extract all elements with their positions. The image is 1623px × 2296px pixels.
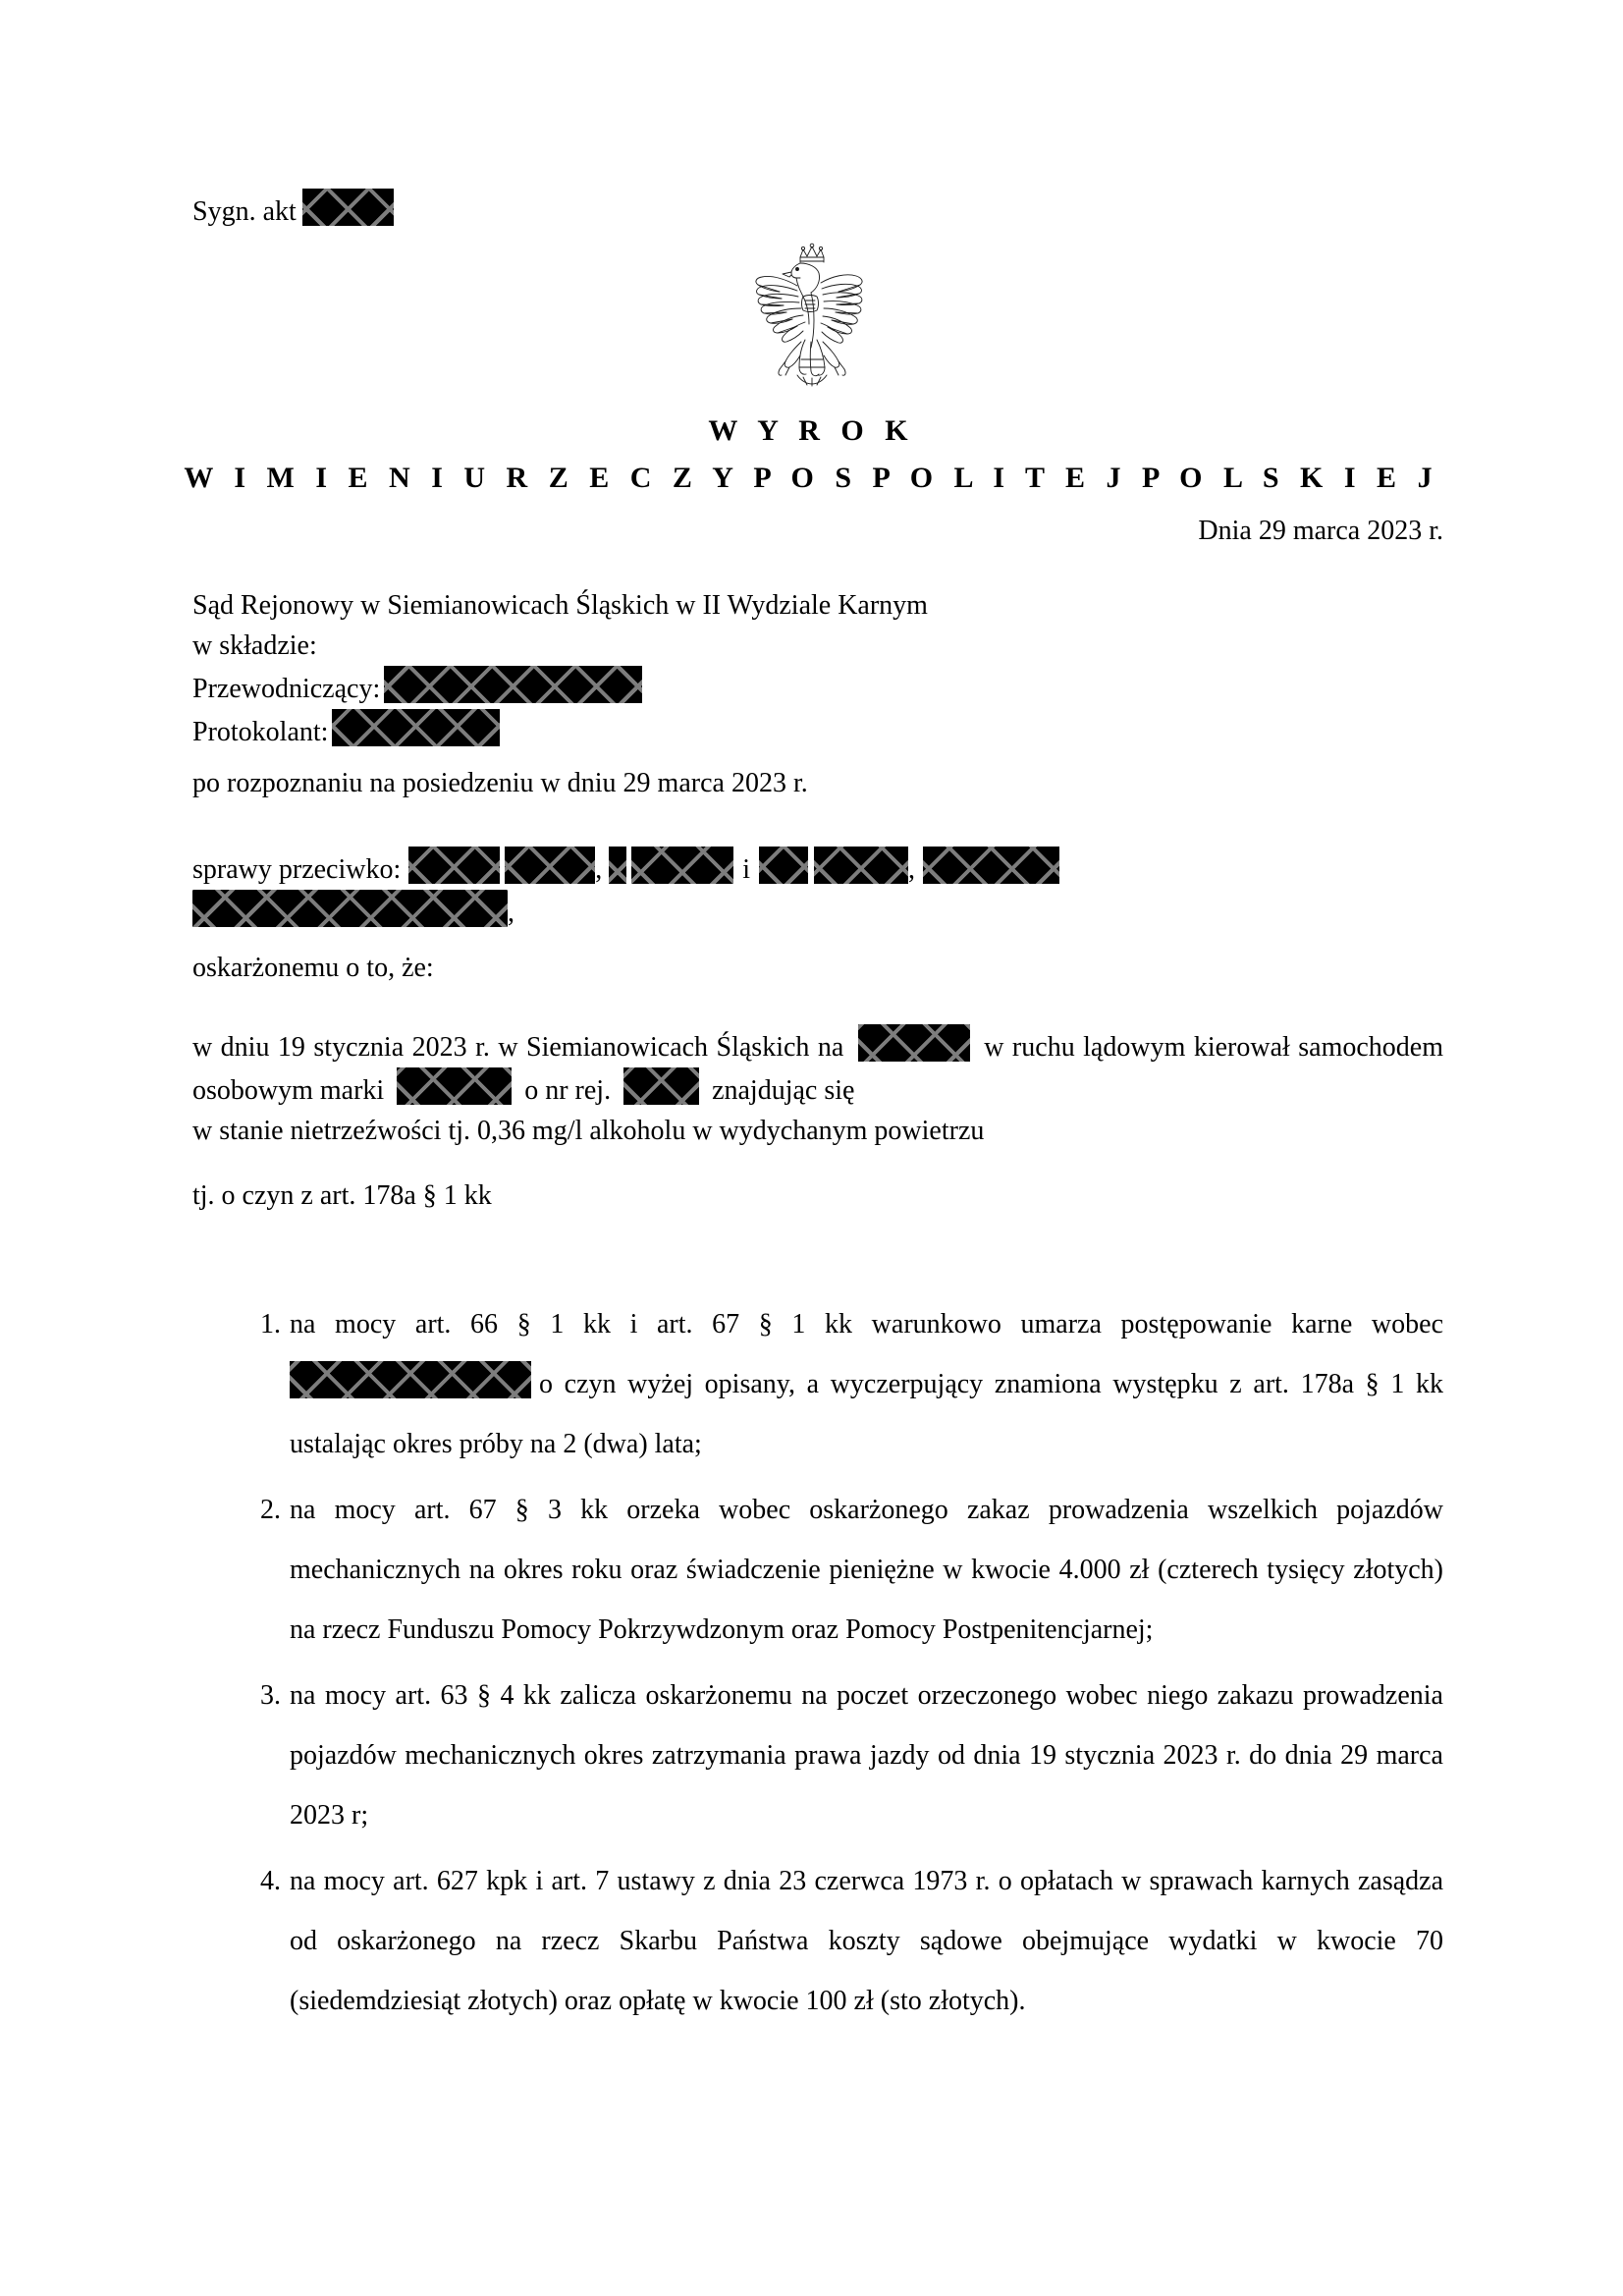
redaction-accused-4: [631, 847, 733, 884]
comma-2: ,: [908, 853, 916, 885]
judgment-title-republic: W I M I E N I U R Z E C Z Y P O S P O L I T E J P O L S K I E J: [184, 462, 1439, 494]
point-3-text: na mocy art. 63 § 4 kk zalicza oskarżonemu na poczet orzeczonego wobec niego zakazu prowadzenia pojazdów mechanicznych okres zatrzymania prawa jazdy od dnia 19 stycznia 2023 r. do dnia 29 marca 2023 r;: [290, 1680, 1443, 1831]
hearing-line: po rozpoznaniu na posiedzeniu w dniu 29 marca 2023 r.: [192, 768, 808, 798]
polish-eagle-coat-of-arms-icon: [738, 232, 886, 389]
charge-text-part-6: w stanie nietrzeźwości tj. 0,36 mg/l alkoholu w wydychanym powietrzu: [192, 1115, 985, 1146]
redaction-accused-6: [814, 847, 908, 884]
point-number-2: 2.: [260, 1495, 281, 1525]
judgment-date: Dnia 29 marca 2023 r.: [1198, 516, 1443, 546]
legal-qualification-line: tj. o czyn z art. 178a § 1 kk: [192, 1180, 492, 1211]
case-against-label: sprawy przeciwko:: [192, 853, 402, 885]
point-number-3: 3.: [260, 1680, 281, 1711]
point-number-4: 4.: [260, 1866, 281, 1896]
redaction-accused-3: [609, 847, 626, 884]
court-composition-block: [192, 585, 1443, 752]
charge-description-block: [192, 1024, 1443, 1151]
charge-text-part-5: znajdując się: [712, 1074, 855, 1106]
point-number-1: 1.: [260, 1309, 281, 1339]
redaction-point1-accused-name: [290, 1361, 531, 1398]
redaction-accused-1: [408, 847, 500, 884]
recorder-label: Protokolant:: [192, 716, 329, 747]
comma-1: ,: [595, 853, 603, 885]
redaction-chairperson-name: [384, 666, 642, 703]
judgment-point-4: [192, 1851, 1443, 2031]
case-against-line-1: [192, 847, 1443, 890]
point-4-text: na mocy art. 627 kpk i art. 7 ustawy z dnia 23 czerwca 1973 r. o opłatach w sprawach karnych zasądza od oskarżonego na rzecz Skarbu Państwa koszty sądowe obejmujące wydatki w kwocie 70 (siedemdziesiąt złotych) oraz opłatę w kwocie 100 zł (sto złotych).: [290, 1866, 1443, 2016]
redaction-accused-2: [505, 847, 595, 884]
judgment-point-3: [192, 1666, 1443, 1845]
charge-text-part-1: w dniu 19 stycznia 2023 r. w Siemianowicach Śląskich na: [192, 1031, 844, 1063]
redaction-accused-8: [192, 890, 508, 927]
court-composition-label: w składzie:: [192, 630, 317, 661]
charge-text-part-2: w ruchu lądowym: [984, 1031, 1186, 1063]
recorder-line: [192, 709, 1443, 752]
redaction-charge-location: [858, 1024, 970, 1062]
judgment-title-wyrok: W Y R O K: [708, 414, 915, 447]
point-1-text-before: na mocy art. 66 § 1 kk i art. 67 § 1 kk warunkowo umarza postępowanie karne wobec: [290, 1309, 1443, 1339]
point-1-text-after: o czyn wyżej opisany, a wyczerpujący znamiona występku z art. 178a § 1 kk ustalając okres próby na 2 (dwa) lata;: [290, 1369, 1443, 1459]
case-signature-label: Sygn. akt: [192, 195, 297, 227]
comma-3: ,: [508, 897, 514, 928]
redaction-case-number: [302, 189, 394, 226]
judgment-points-list: [192, 1294, 1443, 2037]
redaction-accused-5: [759, 847, 808, 884]
redaction-recorder-name: [332, 709, 500, 746]
charge-text-part-4: o nr rej.: [524, 1074, 612, 1106]
court-name-line: Sąd Rejonowy w Siemianowicach Śląskich w II Wydziale Karnym: [192, 590, 928, 621]
chairperson-label: Przewodniczący:: [192, 673, 381, 704]
chairperson-line: [192, 666, 1443, 709]
redaction-vehicle-brand: [397, 1067, 512, 1105]
case-against-line-2: [192, 890, 1443, 933]
judgment-title-block: [0, 408, 1623, 502]
case-against-block: [192, 847, 1443, 933]
case-signature-line: [192, 189, 394, 231]
separator-and: i: [742, 853, 751, 885]
charge-text-part-3: kierował samochodem osobowym marki: [192, 1031, 1444, 1106]
point-2-text: na mocy art. 67 § 3 kk orzeka wobec oskarżonego zakaz prowadzenia wszelkich pojazdów mechanicznych na okres roku oraz świadczenie pieniężne w kwocie 4.000 zł (czterech tysięcy złotych) na rzecz Funduszu Pomocy Pokrzywdzonym oraz Pomocy Postpenitencjarnej;: [290, 1495, 1443, 1645]
accused-intro-line: oskarżonemu o to, że:: [192, 953, 434, 983]
redaction-licence-plate: [623, 1067, 699, 1105]
judgment-point-1: [192, 1294, 1443, 1474]
redaction-accused-7: [923, 847, 1059, 884]
judgment-point-2: [192, 1480, 1443, 1660]
polish-eagle-emblem: [0, 232, 1623, 394]
